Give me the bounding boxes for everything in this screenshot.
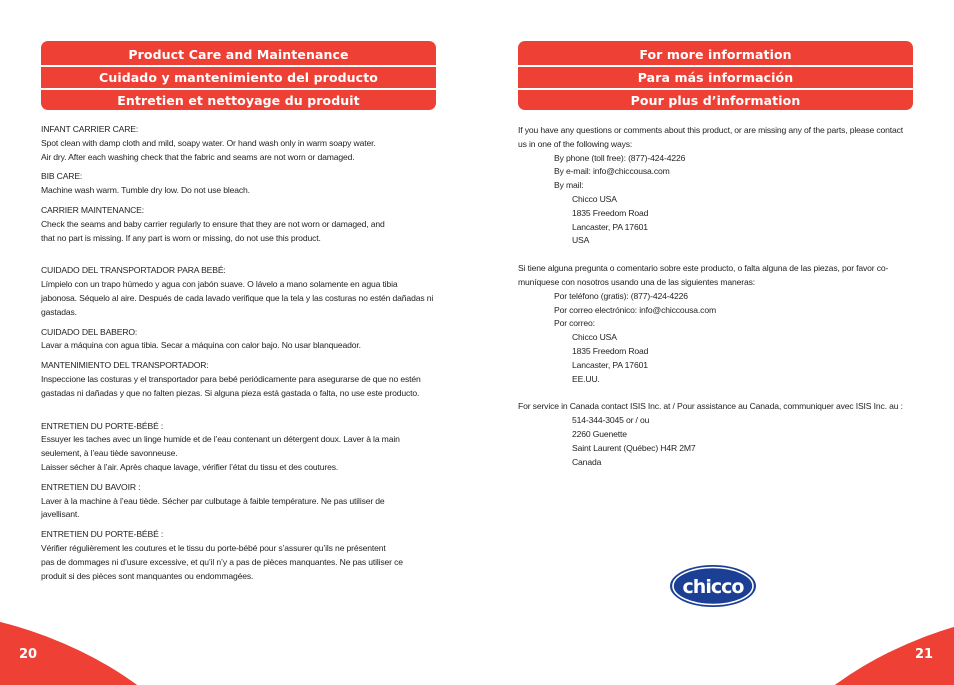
logo-wordmark: chicco [682, 576, 744, 598]
section-heading: CARRIER MAINTENANCE: [41, 204, 144, 215]
header-title-es: Cuidado y mantenimiento del producto [99, 70, 378, 85]
header-title-fr: Entretien et nettoyage du produit [117, 93, 360, 108]
address-line: Chicco USA [572, 193, 617, 204]
contact-email: Por correo electrónico: info@chiccousa.com [554, 304, 716, 315]
address-line: Lancaster, PA 17601 [572, 221, 648, 232]
contact-phone: By phone (toll free): (877)-424-4226 [554, 152, 686, 163]
text-line: Lavar a máquina con agua tibia. Secar a máquina con calor bajo. No usar blanqueador. [41, 340, 361, 351]
header-title-en: Product Care and Maintenance [128, 46, 349, 62]
address-line: USA [572, 235, 590, 246]
section-heading: CUIDADO DEL BABERO: [41, 326, 138, 337]
red-corner-shape [0, 607, 240, 685]
section-heading: INFANT CARRIER CARE: [41, 124, 139, 134]
page-right [477, 0, 954, 685]
text-line: jabonosa. Séquelo al aire. Después de cada lavado verifique que la tela y las costuras no estén dañadas ni [41, 292, 434, 303]
address-line: Canada [572, 456, 602, 467]
section-heading: BIB CARE: [41, 171, 83, 182]
section-cuidado-transportador [41, 264, 436, 319]
address-line: EE.UU. [572, 373, 600, 384]
text-line: muníquese con nosotros usando una de las siguientes maneras: [518, 276, 756, 287]
section-infant-carrier-care [41, 123, 436, 164]
contact-information [518, 124, 928, 469]
text-line: Límpielo con un trapo húmedo y agua con jabón suave. O lávelo a mano solamente en agua tibia [41, 279, 398, 290]
section-heading: CUIDADO DEL TRANSPORTADOR PARA BEBÉ: [41, 265, 226, 276]
text-line: gastadas ni dañadas y que no falten piezas. Si alguna pieza está gastada o falta, no use este producto. [41, 387, 420, 398]
address-line: Lancaster, PA 17601 [572, 359, 648, 370]
care-instructions [41, 123, 436, 589]
text-line: Laver à la machine à l’eau tiède. Sécher par culbutage à faible température. Ne pas utiliser de [41, 495, 385, 506]
text-line: Vérifier régulièrement les coutures et le tissu du porte-bébé pour s’assurer qu’ils ne présentent [41, 542, 386, 553]
chicco-logo [669, 564, 757, 608]
text-line: Machine wash warm. Tumble dry low. Do not use bleach. [41, 185, 250, 196]
text-line: Essuyer les taches avec un linge humide et de l’eau contenant un détergent doux. Laver à la main [41, 434, 400, 445]
contact-phone: Por teléfono (gratis): (877)-424-4226 [554, 290, 688, 301]
section-mantenimiento-transportador [41, 359, 436, 400]
header-title-en: For more information [639, 46, 792, 62]
text-line: Si tiene alguna pregunta o comentario sobre este producto, o falta alguna de las piezas, por favor co- [518, 263, 889, 274]
section-carrier-maintenance [41, 204, 436, 245]
text-line: Inspeccione las costuras y el transportador para bebé periódicamente para asegurarse de que no estén [41, 373, 421, 384]
page-number: 20 [19, 647, 38, 662]
section-heading: ENTRETIEN DU BAVOIR : [41, 481, 141, 492]
address-line: Chicco USA [572, 332, 617, 343]
address-line: 1835 Freedom Road [572, 207, 649, 218]
red-corner-shape [732, 607, 954, 685]
address-line: 514-344-3045 or / ou [572, 415, 650, 426]
section-entretien-porte-bebe-2 [41, 528, 436, 583]
text-line: that no part is missing. If any part is worn or missing, do not use this product. [41, 232, 321, 243]
text-line: pas de dommages ni d’usure excessive, et qu’il n’y a pas de pièces manquantes. Ne pas utiliser ce [41, 556, 403, 567]
text-line: Air dry. After each washing check that the fabric and seams are not worn or damaged. [41, 151, 355, 162]
text-line: Laisser sécher à l’air. Après chaque lavage, vérifier l’état du tissu et des coutures. [41, 461, 339, 472]
care-header-box [41, 41, 436, 110]
section-heading: ENTRETIEN DU PORTE-BÉBÉ : [41, 420, 164, 431]
contact-intro-canada: For service in Canada contact ISIS Inc. at / Pour assistance au Canada, communiquer avec ISIS Inc. au : [518, 401, 903, 412]
text-line: seulement, à l’eau tiède savonneuse. [41, 448, 178, 459]
header-title-es: Para más información [637, 70, 794, 85]
header-title-fr: Pour plus d’information [630, 93, 801, 108]
contact-mail-label: Por correo: [554, 318, 595, 329]
section-cuidado-babero [41, 326, 436, 354]
section-heading: ENTRETIEN DU PORTE-BÉBÉ : [41, 529, 164, 540]
contact-email: By e-mail: info@chiccousa.com [554, 166, 670, 177]
text-line: Check the seams and baby carrier regularly to ensure that they are not worn or damaged, and [41, 218, 385, 229]
text-line: us in one of the following ways: [518, 138, 633, 149]
text-line: If you have any questions or comments about this product, or are missing any of the parts, please contact [518, 125, 904, 135]
contact-intro-es [518, 262, 928, 290]
text-line: produit si des pièces sont manquantes ou endommagées. [41, 570, 254, 581]
contact-intro-en [518, 124, 928, 152]
text-line: javellisant. [41, 509, 80, 520]
info-header-box [518, 41, 913, 110]
address-line: Saint Laurent (Québec) H4R 2M7 [572, 442, 696, 453]
address-line: 2260 Guenette [572, 428, 627, 439]
section-bib-care [41, 170, 436, 198]
section-entretien-bavoir [41, 481, 436, 522]
text-line: gastadas. [41, 306, 77, 317]
page-number: 21 [915, 647, 934, 662]
address-line: 1835 Freedom Road [572, 345, 649, 356]
section-entretien-porte-bebe [41, 420, 436, 475]
text-line: Spot clean with damp cloth and mild, soapy water. Or hand wash only in warm soapy water. [41, 137, 376, 148]
section-heading: MANTENIMIENTO DEL TRANSPORTADOR: [41, 360, 209, 371]
contact-mail-label: By mail: [554, 180, 584, 191]
